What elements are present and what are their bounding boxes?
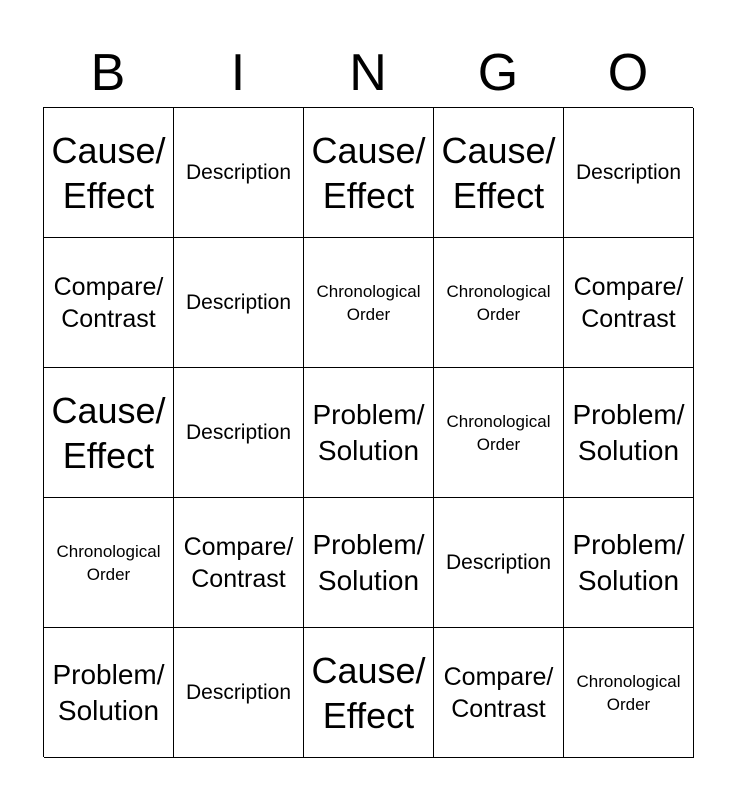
- cell-label: Description: [185, 420, 292, 444]
- cell-label: Cause/ Effect: [51, 389, 166, 476]
- bingo-cell[interactable]: [44, 108, 174, 238]
- cell-label: Compare/ Contrast: [573, 272, 684, 333]
- bingo-board: [43, 107, 693, 757]
- cell-label: Compare/ Contrast: [53, 272, 164, 333]
- bingo-cell[interactable]: [434, 368, 564, 498]
- bingo-cell[interactable]: [174, 498, 304, 628]
- cell-label: Description: [185, 680, 292, 704]
- bingo-cell[interactable]: [174, 108, 304, 238]
- bingo-cell[interactable]: [174, 368, 304, 498]
- cell-label: Chronological Order: [446, 281, 551, 324]
- bingo-cell[interactable]: [304, 108, 434, 238]
- bingo-cell[interactable]: [434, 498, 564, 628]
- cell-label: Problem/ Solution: [52, 658, 165, 726]
- bingo-cell[interactable]: [44, 498, 174, 628]
- bingo-cell[interactable]: [304, 238, 434, 368]
- cell-label: Problem/ Solution: [312, 528, 425, 596]
- header-letter-i: I: [230, 44, 246, 102]
- cell-label: Description: [185, 160, 292, 184]
- cell-label: Cause/ Effect: [441, 129, 556, 216]
- bingo-cell[interactable]: [174, 238, 304, 368]
- header-letter-n: N: [349, 44, 387, 102]
- header-letter-b: B: [90, 44, 126, 102]
- header-letter-o: O: [607, 44, 649, 102]
- bingo-cell[interactable]: [44, 238, 174, 368]
- bingo-cell[interactable]: [564, 368, 694, 498]
- cell-label: Chronological Order: [576, 671, 681, 714]
- cell-label: Chronological Order: [56, 541, 161, 584]
- bingo-cell[interactable]: [564, 498, 694, 628]
- bingo-cell[interactable]: [304, 368, 434, 498]
- cell-label: Problem/ Solution: [312, 398, 425, 466]
- cell-label: Cause/ Effect: [51, 129, 166, 216]
- bingo-header: [43, 42, 693, 104]
- bingo-cell[interactable]: [434, 238, 564, 368]
- bingo-cell[interactable]: [304, 498, 434, 628]
- bingo-cell[interactable]: [174, 628, 304, 758]
- cell-label: Cause/ Effect: [311, 129, 426, 216]
- cell-label: Description: [185, 290, 292, 314]
- cell-label: Compare/ Contrast: [183, 532, 294, 593]
- bingo-cell[interactable]: [564, 628, 694, 758]
- bingo-cell[interactable]: [434, 108, 564, 238]
- cell-label: Chronological Order: [446, 411, 551, 454]
- header-letter-g: G: [477, 44, 519, 102]
- cell-label: Description: [575, 160, 682, 184]
- cell-label: Chronological Order: [316, 281, 421, 324]
- cell-label: Cause/ Effect: [311, 649, 426, 736]
- bingo-cell[interactable]: [304, 628, 434, 758]
- bingo-cell[interactable]: [564, 238, 694, 368]
- cell-label: Compare/ Contrast: [443, 662, 554, 723]
- bingo-cell[interactable]: [434, 628, 564, 758]
- cell-label: Problem/ Solution: [572, 398, 685, 466]
- bingo-cell[interactable]: [44, 628, 174, 758]
- cell-label: Description: [445, 550, 552, 574]
- cell-label: Problem/ Solution: [572, 528, 685, 596]
- bingo-cell[interactable]: [44, 368, 174, 498]
- bingo-cell[interactable]: [564, 108, 694, 238]
